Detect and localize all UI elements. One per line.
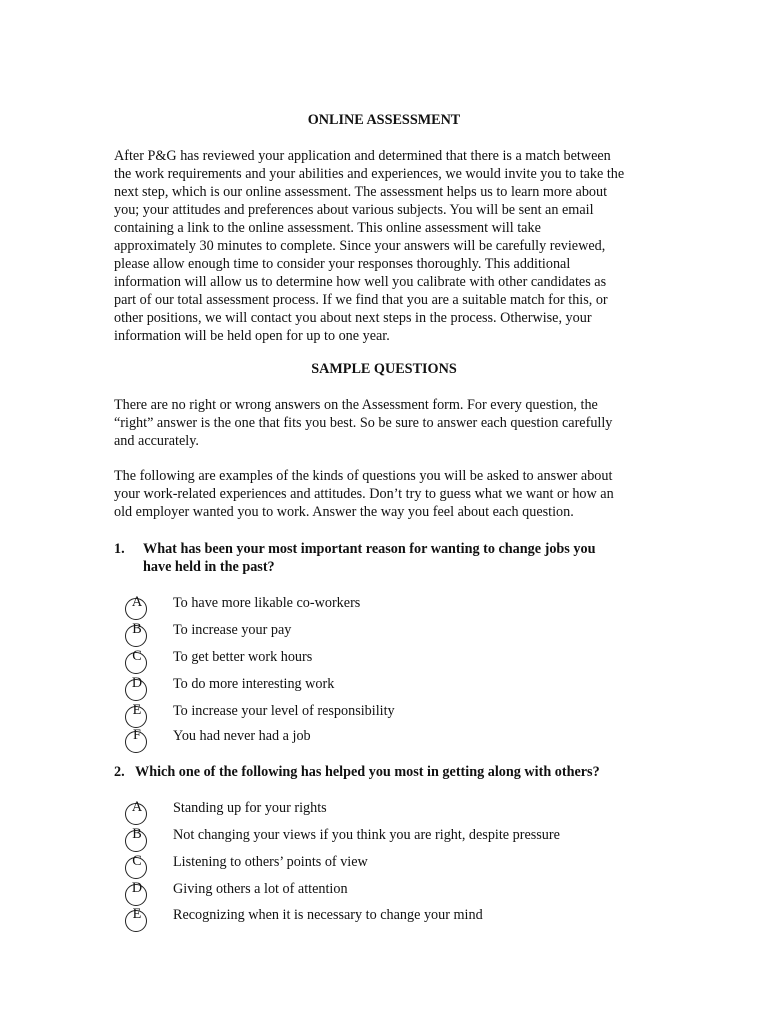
option-letter-circle[interactable] bbox=[125, 727, 147, 753]
intro-line: approximately 30 minutes to complete. Since your answers will be carefully reviewed, bbox=[114, 238, 606, 254]
option-letter: E bbox=[132, 906, 142, 922]
option-letter: D bbox=[131, 675, 143, 691]
instructions-line: There are no right or wrong answers on the Assessment form. For every question, the bbox=[114, 397, 598, 413]
option-letter: E bbox=[132, 702, 142, 718]
intro-paragraph bbox=[114, 147, 674, 345]
page-title: ONLINE ASSESSMENT bbox=[307, 112, 461, 128]
option-text: Giving others a lot of attention bbox=[173, 881, 348, 897]
option-letter-circle[interactable] bbox=[125, 853, 147, 879]
option-text: Listening to others’ points of view bbox=[173, 854, 368, 870]
examples-line: your work-related experiences and attitudes. Don’t try to guess what we want or how an bbox=[114, 486, 614, 502]
q1-option-b[interactable] bbox=[125, 621, 625, 649]
option-letter: A bbox=[131, 594, 143, 610]
sample-questions-heading: SAMPLE QUESTIONS bbox=[311, 361, 457, 377]
option-letter: F bbox=[133, 727, 141, 743]
intro-line: part of our total assessment process. If we find that you are a suitable match for this, or bbox=[114, 292, 608, 308]
intro-line: containing a link to the online assessment. This online assessment will take bbox=[114, 220, 541, 236]
option-letter: B bbox=[132, 826, 142, 842]
option-letter-circle[interactable] bbox=[125, 675, 147, 701]
option-letter-circle[interactable] bbox=[125, 880, 147, 906]
intro-line: information will be held open for up to one year. bbox=[114, 328, 390, 344]
option-text: To increase your pay bbox=[173, 622, 292, 638]
examples-line: The following are examples of the kinds of questions you will be asked to answer about bbox=[114, 468, 613, 484]
option-text: To do more interesting work bbox=[173, 676, 335, 692]
intro-line: other positions, we will contact you about next steps in the process. Otherwise, your bbox=[114, 310, 592, 326]
option-letter: A bbox=[131, 799, 143, 815]
option-letter-circle[interactable] bbox=[125, 826, 147, 852]
option-text: To get better work hours bbox=[173, 649, 313, 665]
option-text: To increase your level of responsibility bbox=[173, 703, 395, 719]
question-number: 2. bbox=[114, 764, 125, 780]
question-line: Which one of the following has helped you most in getting along with others? bbox=[135, 764, 600, 780]
option-text: You had never had a job bbox=[173, 728, 311, 744]
option-text: To have more likable co-workers bbox=[173, 595, 361, 611]
question-text bbox=[135, 763, 600, 781]
instructions-line: and accurately. bbox=[114, 433, 199, 449]
option-letter: C bbox=[132, 853, 142, 869]
q1-option-f[interactable] bbox=[125, 727, 625, 755]
q2-option-b[interactable] bbox=[125, 826, 625, 854]
instructions-paragraph bbox=[114, 396, 674, 450]
option-letter-circle[interactable] bbox=[125, 648, 147, 674]
option-letter-circle[interactable] bbox=[125, 621, 147, 647]
intro-line: next step, which is our online assessment. The assessment helps us to learn more about bbox=[114, 184, 608, 200]
option-letter: D bbox=[131, 880, 143, 896]
intro-line: please allow enough time to consider your responses thoroughly. This additional bbox=[114, 256, 571, 272]
instructions-line: “right” answer is the one that fits you best. So be sure to answer each question carefully bbox=[114, 415, 613, 431]
q1-option-a[interactable] bbox=[125, 594, 625, 622]
option-text: Recognizing when it is necessary to change your mind bbox=[173, 907, 483, 923]
option-letter-circle[interactable] bbox=[125, 594, 147, 620]
intro-line: the work requirements and your abilities and experiences, we would invite you to take the bbox=[114, 166, 625, 182]
option-letter: C bbox=[132, 648, 142, 664]
question-line: have held in the past? bbox=[143, 559, 275, 575]
option-text: Not changing your views if you think you are right, despite pressure bbox=[173, 827, 560, 843]
option-letter-circle[interactable] bbox=[125, 702, 147, 728]
intro-line: information will allow us to determine how well you calibrate with other candidates as bbox=[114, 274, 607, 290]
examples-paragraph bbox=[114, 467, 674, 521]
question-text bbox=[143, 540, 595, 576]
intro-line: After P&G has reviewed your application and determined that there is a match between bbox=[114, 148, 611, 164]
q2-option-c[interactable] bbox=[125, 853, 625, 881]
q2-option-d[interactable] bbox=[125, 880, 625, 908]
examples-line: old employer wanted you to work. Answer the way you feel about each question. bbox=[114, 504, 574, 520]
option-letter-circle[interactable] bbox=[125, 799, 147, 825]
q1-option-d[interactable] bbox=[125, 675, 625, 703]
question-number: 1. bbox=[114, 541, 125, 557]
q2-option-e[interactable] bbox=[125, 906, 625, 934]
intro-line: you; your attitudes and preferences about various subjects. You will be sent an email bbox=[114, 202, 594, 218]
option-letter: B bbox=[132, 621, 142, 637]
option-letter-circle[interactable] bbox=[125, 906, 147, 932]
q1-option-c[interactable] bbox=[125, 648, 625, 676]
question-line: What has been your most important reason for wanting to change jobs you bbox=[143, 541, 596, 557]
q2-option-a[interactable] bbox=[125, 799, 625, 827]
option-text: Standing up for your rights bbox=[173, 800, 327, 816]
